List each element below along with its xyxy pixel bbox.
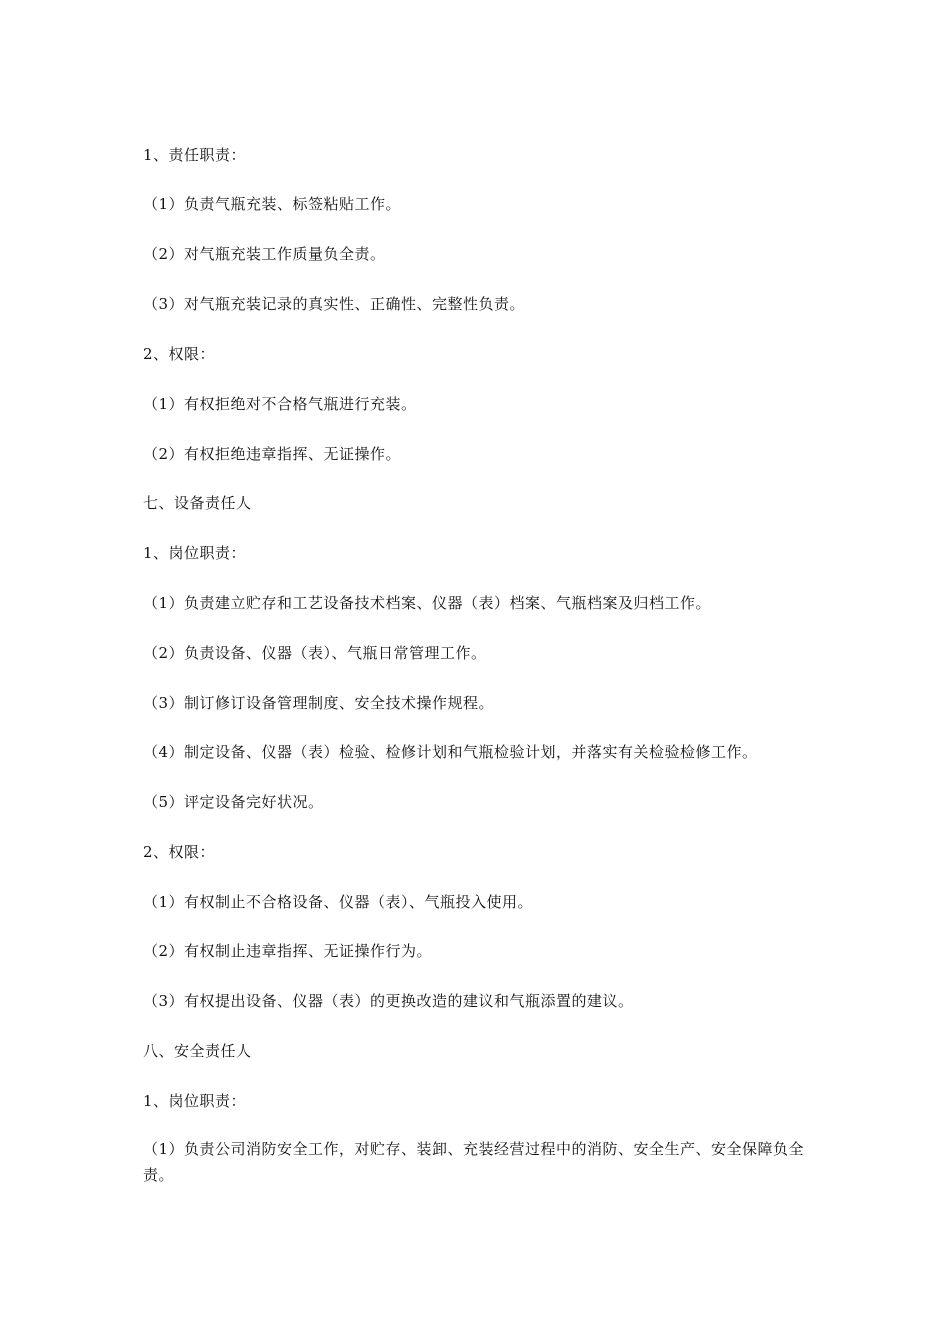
text-line: （2）有权制止违章指挥、无证操作行为。 — [143, 942, 433, 960]
text-line: （3）对气瓶充装记录的真实性、正确性、完整性负责。 — [143, 295, 526, 313]
text-line: 1、责任职责： — [143, 146, 247, 164]
text-paragraph: （1）负责公司消防安全工作，对贮存、装卸、充装经营过程中的消防、安全生产、安全保障负全责。 — [143, 1140, 805, 1184]
text-line: （2）负责设备、仪器（表）、气瓶日常管理工作。 — [143, 644, 487, 662]
text-line: （1）有权制止不合格设备、仪器（表）、气瓶投入使用。 — [143, 893, 534, 911]
text-line: （5）评定设备完好状况。 — [143, 793, 324, 811]
text-line: 1、岗位职责： — [143, 1092, 247, 1110]
text-line: 1、岗位职责： — [143, 544, 247, 562]
section-heading: 七、设备责任人 — [143, 494, 252, 512]
text-line: （2）有权拒绝违章指挥、无证操作。 — [143, 445, 402, 463]
text-line: （1）有权拒绝对不合格气瓶进行充装。 — [143, 395, 417, 413]
text-line: 2、权限： — [143, 843, 216, 861]
section-heading: 八、安全责任人 — [143, 1042, 252, 1060]
text-line: （1）负责气瓶充装、标签粘贴工作。 — [143, 195, 402, 213]
text-line: （2）对气瓶充装工作质量负全责。 — [143, 245, 386, 263]
text-line: （3）制订修订设备管理制度、安全技术操作规程。 — [143, 694, 495, 712]
text-line: （1）负责建立贮存和工艺设备技术档案、仪器（表）档案、气瓶档案及归档工作。 — [143, 594, 712, 612]
text-line: 2、权限： — [143, 345, 216, 363]
text-line: （4）制定设备、仪器（表）检验、检修计划和气瓶检验计划，并落实有关检验检修工作。 — [143, 743, 758, 761]
text-line: （3）有权提出设备、仪器（表）的更换改造的建议和气瓶添置的建议。 — [143, 992, 634, 1010]
